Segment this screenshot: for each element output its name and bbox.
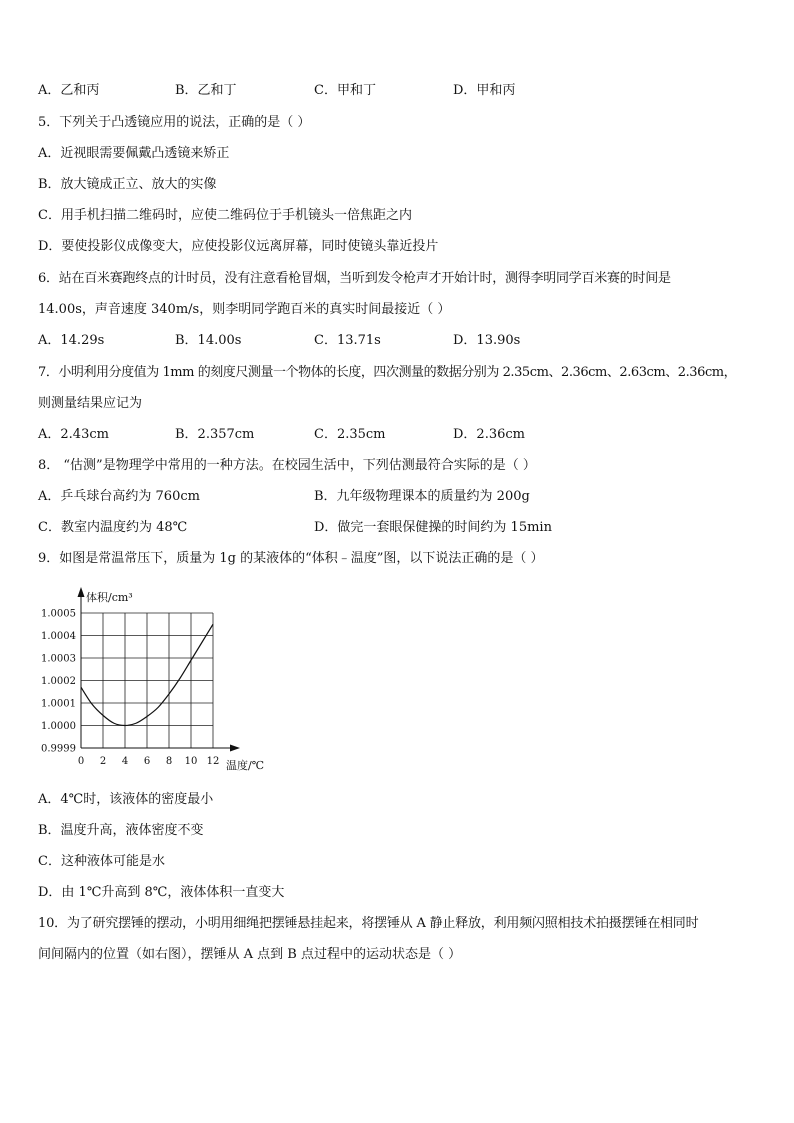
q7-stem-line1: 7．小明利用分度值为 1mm 的刻度尺测量一个物体的长度，四次测量的数据分别为 2.35cm、2.36cm、2.63cm、2.36cm， [38, 365, 737, 380]
x-tick-label: 6 [143, 756, 151, 767]
q8-option-b: B．九年级物理课本的质量约为 200g [314, 489, 530, 504]
y-tick-label: 1.0004 [41, 631, 76, 642]
q9-option-b: B．温度升高，液体密度不变 [38, 823, 204, 838]
x-tick-label: 0 [77, 756, 85, 767]
x-tick-label: 10 [184, 756, 198, 767]
q5-option-d: D．要使投影仪成像变大，应使投影仪远离屏幕，同时使镜头靠近投片 [38, 239, 439, 254]
q6-stem-line2: 14.00s，声音速度 340m/s，则李明同学跑百米的真实时间最接近（ ） [38, 302, 451, 317]
q8-option-a: A．乒乓球台高约为 760cm [38, 489, 200, 504]
y-tick-label: 1.0001 [41, 698, 76, 710]
q10-stem-line2: 间间隔内的位置（如右图），摆锤从 A 点到 B 点过程中的运动状态是（ ） [38, 947, 462, 962]
y-tick-label: 1.0002 [41, 676, 76, 687]
q5-option-c: C．用手机扫描二维码时，应使二维码位于手机镜头一倍焦距之内 [38, 208, 412, 223]
q8-stem: 8． “估测”是物理学中常用的一种方法。在校园生活中，下列估测最符合实际的是（ ） [38, 458, 536, 473]
q8-options-row2 [38, 519, 758, 537]
q8-options-row1 [38, 488, 758, 506]
x-tick-label: 4 [121, 756, 129, 767]
q9-stem: 9．如图是常温常压下，质量为 1g 的某液体的“体积﹣温度”图，以下说法正确的是（ ） [38, 551, 544, 566]
q4-option-b: B．乙和丁 [175, 83, 237, 98]
q7-option-d: D．2.36cm [453, 427, 525, 442]
q7-option-a: A．2.43cm [38, 427, 109, 442]
x-axis-arrow [230, 745, 240, 752]
q5-stem: 5．下列关于凸透镜应用的说法，正确的是（ ） [38, 115, 311, 130]
q4-option-d: D．甲和丙 [453, 83, 516, 98]
q6-options [38, 332, 758, 350]
volume-temperature-chart [36, 584, 276, 776]
q6-stem-line1: 6．站在百米赛跑终点的计时员，没有注意看枪冒烟，当听到发令枪声才开始计时，测得李明同学百米赛的时间是 [38, 271, 671, 286]
x-tick-label: 2 [99, 756, 107, 767]
q4-option-c: C．甲和丁 [314, 83, 376, 98]
q5-option-b: B．放大镜成正立、放大的实像 [38, 177, 217, 192]
q7-option-b: B．2.357cm [175, 427, 255, 442]
q6-option-a: A．14.29s [38, 333, 105, 348]
q9-option-c: C．这种液体可能是水 [38, 854, 165, 869]
q6-option-d: D．13.90s [453, 333, 521, 348]
x-axis-label: 温度/℃ [226, 759, 265, 772]
q6-option-c: C．13.71s [314, 333, 381, 348]
q8-option-d: D．做完一套眼保健操的时间约为 15min [314, 520, 552, 535]
x-tick-label: 8 [165, 756, 173, 767]
q9-option-a: A．4℃时，该液体的密度最小 [38, 792, 214, 807]
q4-option-a: A．乙和丙 [38, 83, 100, 98]
y-tick-label: 0.9999 [41, 743, 76, 755]
q7-stem-line2: 则测量结果应记为 [38, 396, 143, 411]
q5-option-a: A．近视眼需要佩戴凸透镜来矫正 [38, 146, 230, 161]
y-tick-label: 1.0003 [41, 653, 76, 665]
q9-option-d: D．由 1℃升高到 8℃，液体体积一直变大 [38, 885, 285, 900]
q6-option-b: B．14.00s [175, 333, 242, 348]
q8-option-c: C．教室内温度约为 48℃ [38, 520, 188, 535]
y-tick-label: 1.0000 [41, 721, 76, 732]
q4-options [38, 82, 758, 100]
y-axis-arrow [78, 587, 85, 597]
q10-stem-line1: 10．为了研究摆锤的摆动，小明用细绳把摆锤悬挂起来，将摆锤从 A 静止释放，利用频闪照相技术拍摄摆锤在相同时 [38, 916, 699, 931]
y-axis-label: 体积/cm³ [86, 591, 133, 604]
x-tick-label: 12 [206, 756, 220, 767]
q7-option-c: C．2.35cm [314, 427, 386, 442]
y-tick-label: 1.0005 [41, 608, 76, 620]
q7-options [38, 426, 758, 444]
